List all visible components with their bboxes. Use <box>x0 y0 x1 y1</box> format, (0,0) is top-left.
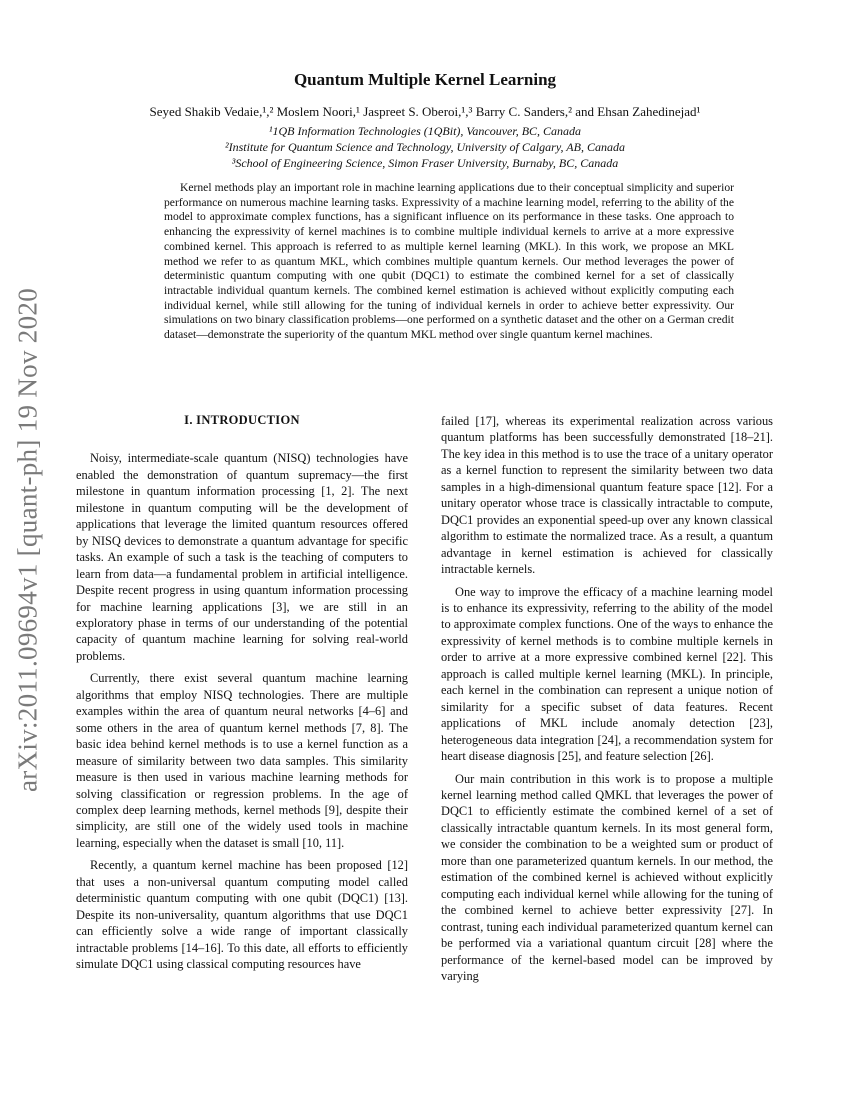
intro-paragraph-3: Recently, a quantum kernel machine has been proposed [12] that uses a non-universal quantum computing model called deterministic quantum computing with one qubit (DQC1) [13]. Despite its non-universality, quantum algorithms that use DQC1 can efficiently solve a wide range of important classically intractable problems [14–16]. To this date, all efforts to efficiently simulate DQC1 using classical computing resources have <box>76 858 408 972</box>
abstract: Kernel methods play an important role in machine learning applications due to their conceptual simplicity and superior performance on numerous machine learning tasks. Expressivity of a machine learning model, referring to the ability of the model to approximate complex functions, has a significant influence on its performance in these tasks. One approach to enhancing the expressivity of kernel machines is to combine multiple individual kernels to arrive at a more expressive combined kernel. This approach is referred to as multiple kernel learning (MKL). In this work, we propose an MKL method we refer to as quantum MKL, which combines multiple quantum kernels. Our method leverages the power of deterministic quantum computing with one qubit (DQC1) to estimate the combined kernel for a set of classically intractable individual quantum kernels. The combined kernel estimation is achieved without explicitly computing each individual kernel, while still allowing for the tuning of individual kernels in order to achieve better expressivity. Our simulations on two binary classification problems—one performed on a synthetic dataset and the other on a German credit dataset—demonstrate the superiority of the quantum MKL method over single quantum kernel machines. <box>164 181 734 342</box>
affiliation-3: ³School of Engineering Science, Simon Fraser University, Burnaby, BC, Canada <box>231 156 619 170</box>
arxiv-identifier-stamp <box>8 290 48 790</box>
intro-paragraph-5: Our main contribution in this work is to propose a multiple kernel learning method called QMKL that leverages the power of DQC1 to efficiently estimate the combined kernel of a set of classically intractable quantum kernels. In its most general form, we consider the combination to be a weighted sum or product of more than one parameterized quantum kernels. In our method, the estimation of the combined kernel is achieved without explicitly computing each individual kernel while allowing for the tuning of the combined kernel to achieve better expressivity [27]. In contrast, tuning each individual parameterized quantum kernel can be performed via a variational quantum circuit [28] where the performance of the kernel-based model can be improved by varying <box>441 771 773 983</box>
paper-title: Quantum Multiple Kernel Learning <box>293 70 557 89</box>
arxiv-stamp-text: arXiv:2011.09694v1 [quant-ph] 19 Nov 2020 <box>12 288 43 792</box>
section-heading-introduction: I. INTRODUCTION <box>184 413 300 427</box>
intro-paragraph-3-continued: failed [17], whereas its experimental realization across various quantum platforms has been successfully demonstrated [18–21]. The key idea in this method is to use the trace of a unitary operator as a kernel function to represent the similarity between two data samples in a high-dimensional quantum feature space [12]. For a unitary operator whose trace is classically intractable to compute, DQC1 provides an exponential speed-up over any known classical algorithm to estimate the normalized trace. As a result, a quantum advantage in kernel estimation is achieved for classically intractable kernels. <box>441 414 773 577</box>
intro-paragraph-2: Currently, there exist several quantum machine learning algorithms that employ NISQ technologies. There are multiple examples within the area of quantum neural networks [4–6] and some others in the area of quantum kernel methods [7, 8]. The basic idea behind kernel methods is to use a kernel function as a measure of similarity between two data samples. This similarity measure is then used in various machine learning methods for solving classification or regression problems. In the age of complex deep learning methods, kernel methods [9], despite their simplicity, are still one of the widely used tools in machine learning, especially when the dataset is small [10, 11]. <box>76 671 408 850</box>
affiliation-1: ¹1QB Information Technologies (1QBit), Vancouver, BC, Canada <box>268 124 582 138</box>
affiliation-2: ²Institute for Quantum Science and Technology, University of Calgary, AB, Canada <box>225 140 625 154</box>
left-column <box>76 412 408 973</box>
intro-paragraph-4: One way to improve the efficacy of a machine learning model is to enhance its expressivity, referring to the ability of the model to approximate complex functions. One of the ways to enhance the expressivity of kernel methods is to combine multiple kernels in order to arrive at a more expressive combined kernel [22]. This approach is called multiple kernel learning (MKL). In principle, each kernel in the combination can represent a unique notion of similarity for a specific subset of data features. Recent applications of MKL include anomaly detection [23], heterogeneous data integration [24], a recommendation system for heart disease diagnosis [25], and feature selection [26]. <box>441 584 773 764</box>
intro-paragraph-1: Noisy, intermediate-scale quantum (NISQ) technologies have enabled the demonstration of quantum supremacy—the first milestone in quantum information processing [1, 2]. The next milestone in quantum computing will be the development of applications that leverage the limited quantum resources offered by NISQ devices to demonstrate a quantum advantage for specific tasks. An example of such a task is the teaching of computers to learn from data—a fundamental problem in artificial intelligence. Despite recent progress in using quantum information processing for machine learning applications [3], we are still in an exploratory phase in terms of our understanding of the potential capacity of quantum machine learning for solving real-world problems. <box>76 451 408 663</box>
author-list: Seyed Shakib Vedaie,¹,² Moslem Noori,¹ Jaspreet S. Oberoi,¹,³ Barry C. Sanders,² and Ehsan Zahedinejad¹ <box>149 104 701 119</box>
right-column <box>441 413 773 984</box>
